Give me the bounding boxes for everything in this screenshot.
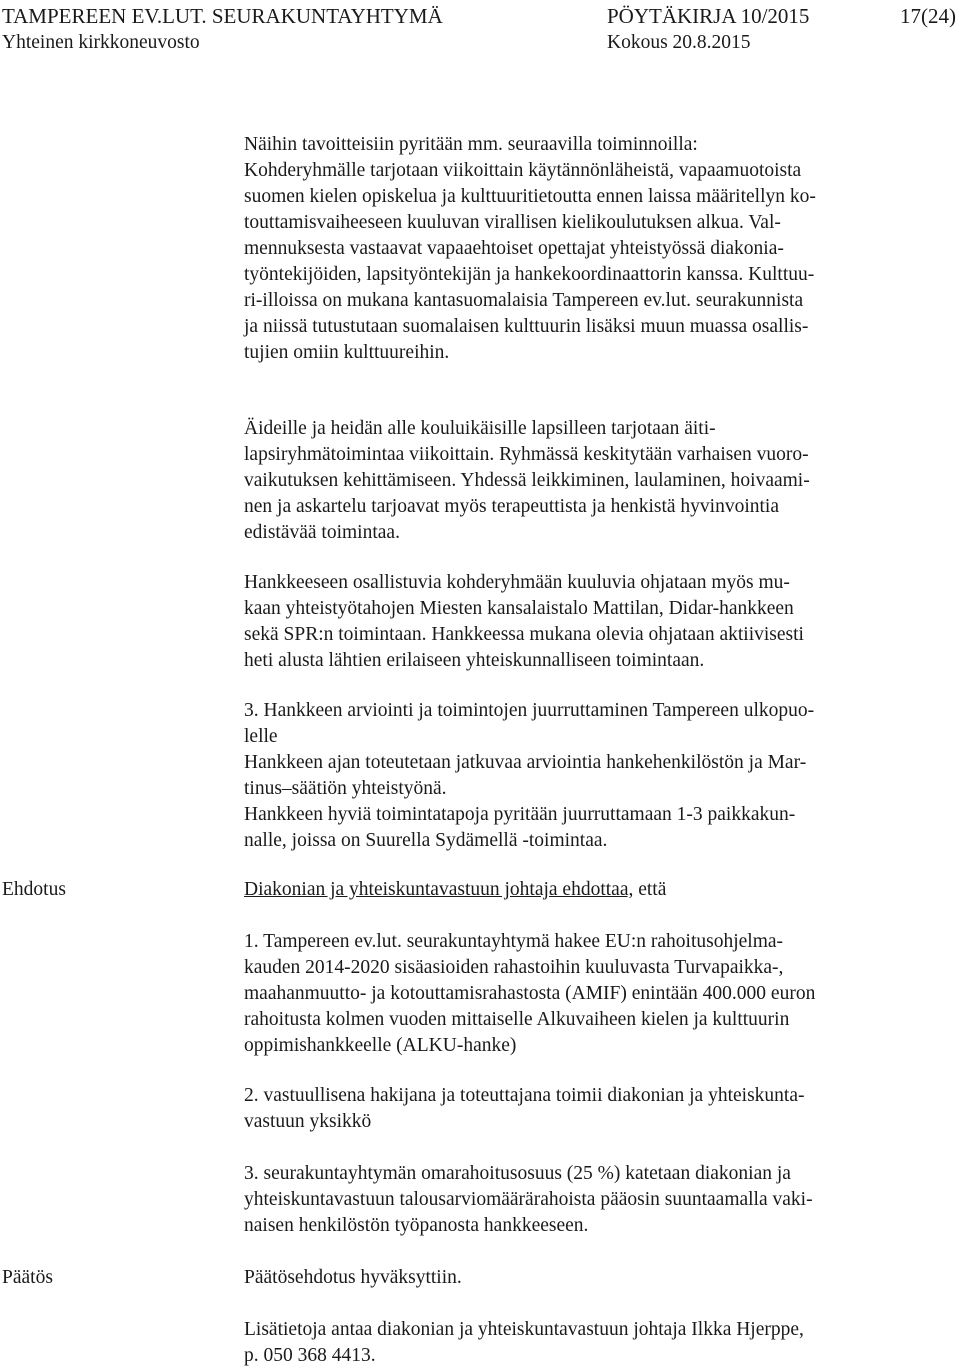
text-line: kaan yhteistyötahojen Miesten kansalaistalo Mattilan, Didar-hankkeen <box>244 598 794 619</box>
text-line: sekä SPR:n toimintaan. Hankkeessa mukana olevia ohjataan aktiivisesti <box>244 624 804 645</box>
decision-text: Päätösehdotus hyväksyttiin. <box>244 1267 462 1288</box>
text-line: rahoitusta kolmen vuoden mittaiselle Alkuvaiheen kielen ja kulttuurin <box>244 1009 790 1030</box>
text-line: vaikutuksen kehittämiseen. Yhdessä leikkiminen, laulaminen, hoivaami- <box>244 470 810 491</box>
text-line: heti alusta lähtien erilaiseen yhteiskunnalliseen toimintaan. <box>244 650 705 671</box>
proposal-label: Ehdotus <box>2 879 66 900</box>
decision-label: Päätös <box>2 1267 53 1288</box>
council-name: Yhteinen kirkkoneuvosto <box>2 32 200 53</box>
text-line: Hankkeen ajan toteutetaan jatkuvaa arviointia hankehenkilöstön ja Mar- <box>244 752 807 773</box>
text-line: tinus–säätiön yhteistyönä. <box>244 778 447 799</box>
text-line: Näihin tavoitteisiin pyritään mm. seuraavilla toiminnoilla: <box>244 134 698 155</box>
text-line: vastuun yksikkö <box>244 1111 372 1132</box>
page-number: 17(24) <box>900 4 956 28</box>
text-line: ja niissä tutustutaan suomalaisen kulttuurin lisäksi muun muassa osallis- <box>244 316 809 337</box>
text-line: nen ja askartelu tarjoavat myös terapeuttista ja henkistä hyvinvointia <box>244 496 780 517</box>
text-line: ri-illoissa on mukana kantasuomalaisia Tampereen ev.lut. seurakunnista <box>244 290 804 311</box>
text-line: naisen henkilöstön työpanosta hankkeeseen. <box>244 1215 589 1236</box>
text-line: maahanmuutto- ja kotouttamisrahastosta (AMIF) enintään 400.000 euron <box>244 983 816 1004</box>
text-line: 2. vastuullisena hakijana ja toteuttajana toimii diakonian ja yhteiskunta- <box>244 1085 805 1106</box>
proposal-intro-rest: että <box>633 879 667 900</box>
text-line: Hankkeen hyviä toimintatapoja pyritään juurruttamaan 1-3 paikkakun- <box>244 804 796 825</box>
text-line: kauden 2014-2020 sisäasioiden rahastoihin kuuluvasta Turvapaikka-, <box>244 957 784 978</box>
page-header <box>0 0 960 60</box>
text-line: 1. Tampereen ev.lut. seurakuntayhtymä hakee EU:n rahoitusohjelma- <box>244 931 784 952</box>
document-title: PÖYTÄKIRJA 10/2015 <box>607 4 810 28</box>
text-line: edistävää toimintaa. <box>244 522 400 543</box>
text-line: p. 050 368 4413. <box>244 1345 376 1366</box>
meeting-date: Kokous 20.8.2015 <box>607 32 751 53</box>
text-line: Hankkeeseen osallistuvia kohderyhmään kuuluvia ohjataan myös mu- <box>244 572 790 593</box>
text-line: nalle, joissa on Suurella Sydämellä -toimintaa. <box>244 830 608 851</box>
text-line: tujien omiin kulttuureihin. <box>244 342 450 363</box>
text-line: Lisätietoja antaa diakonian ja yhteiskuntavastuun johtaja Ilkka Hjerppe, <box>244 1319 804 1340</box>
text-line: oppimishankkeelle (ALKU-hanke) <box>244 1035 517 1056</box>
text-line: työntekijöiden, lapsityöntekijän ja hankekoordinaattorin kanssa. Kulttuu- <box>244 264 815 285</box>
text-line: Äideille ja heidän alle kouluikäisille lapsilleen tarjotaan äiti- <box>244 418 716 439</box>
text-line: 3. seurakuntayhtymän omarahoitusosuus (25 %) katetaan diakonian ja <box>244 1163 791 1184</box>
text-line: mennuksesta vastaavat vapaaehtoiset opettajat yhteistyössä diakonia- <box>244 238 784 259</box>
text-line: Kohderyhmälle tarjotaan viikoittain käytännönläheistä, vapaamuotoista <box>244 160 802 181</box>
text-line: yhteiskuntavastuun talousarviomäärärahoista pääosin suuntaamalla vaki- <box>244 1189 813 1210</box>
text-line: 3. Hankkeen arviointi ja toimintojen juurruttaminen Tampereen ulkopuo- <box>244 700 815 721</box>
organization-name: TAMPEREEN EV.LUT. SEURAKUNTAYHTYMÄ <box>2 4 443 28</box>
proposal-intro-underlined: Diakonian ja yhteiskuntavastuun johtaja ehdottaa, <box>244 879 634 900</box>
text-line: lelle <box>244 726 278 747</box>
text-line: touttamisvaiheeseen kuuluvan virallisen kielikoulutuksen alkua. Val- <box>244 212 781 233</box>
proposal-intro <box>244 877 666 903</box>
text-line: suomen kielen opiskelua ja kulttuuritietoutta ennen laissa määritellyn ko- <box>244 186 816 207</box>
text-line: lapsiryhmätoimintaa viikoittain. Ryhmässä keskitytään varhaisen vuoro- <box>244 444 809 465</box>
